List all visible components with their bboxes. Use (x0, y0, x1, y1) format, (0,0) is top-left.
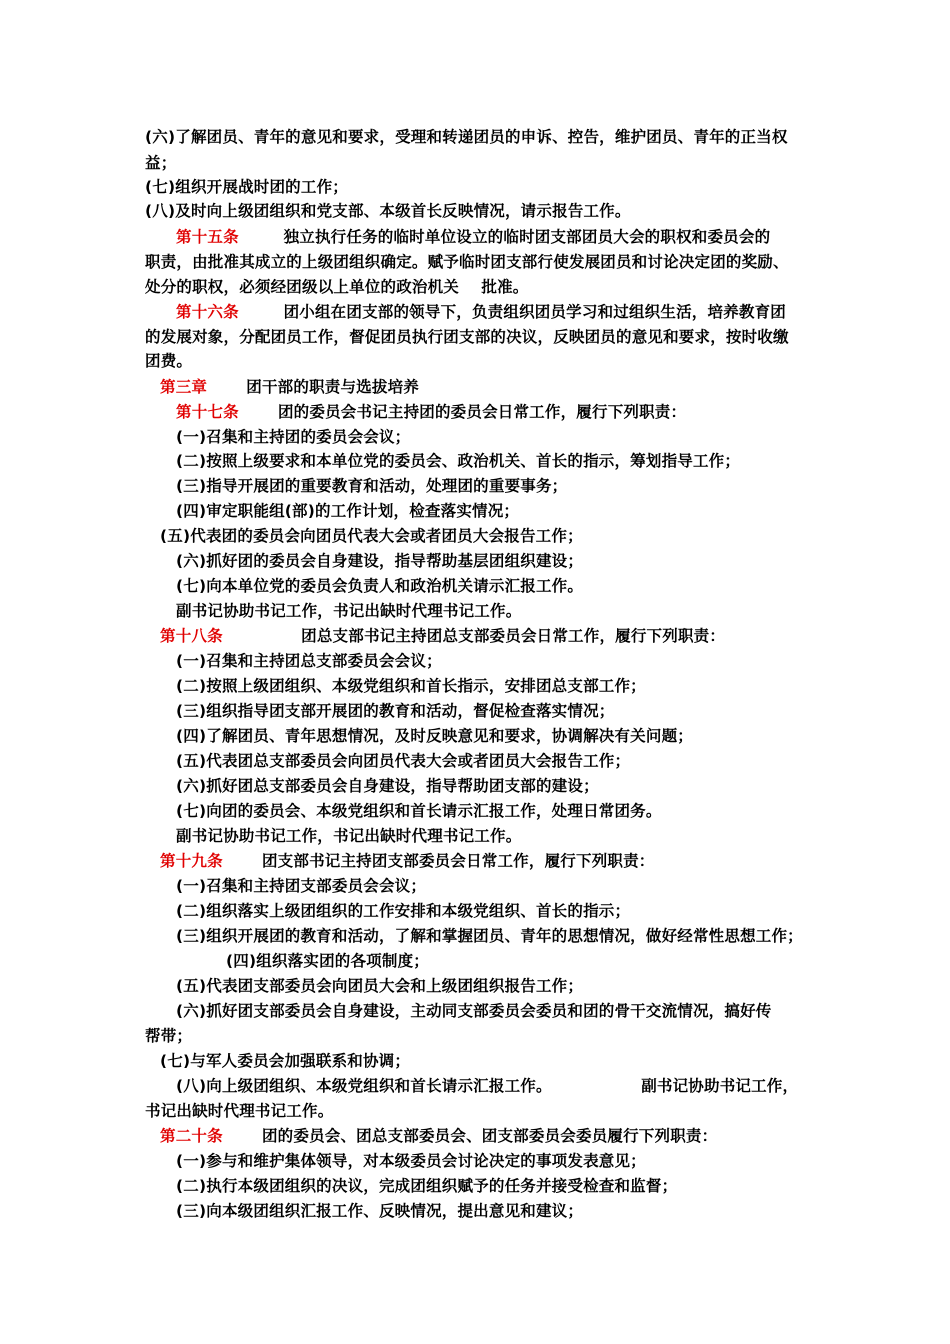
text-line: 帮带； (145, 1027, 193, 1045)
text-line: (四)组织落实团的各项制度； (226, 952, 429, 970)
text-line: 副书记协助书记工作，书记出缺时代理书记工作。 (176, 827, 522, 845)
text-line: (二)组织落实上级团组织的工作安排和本级党组织、首长的指示； (176, 902, 631, 920)
text-line: (八)向上级团组织、本级党组织和首长请示汇报工作。 副书记协助书记工作， (176, 1077, 799, 1095)
text-line: (一)召集和主持团支部委员会会议； (176, 877, 427, 895)
article-19-line: 第十九条 团支部书记主持团支部委员会日常工作，履行下列职责： (160, 852, 655, 870)
article-18-line: 第十八条 团总支部书记主持团总支部委员会日常工作，履行下列职责： (160, 627, 726, 645)
text-line: (二)按照上级团组织、本级党组织和首长指示，安排团总支部工作； (176, 677, 646, 695)
text-line: (七)向团的委员会、本级党组织和首长请示汇报工作，处理日常团务。 (176, 802, 662, 820)
article-heading: 第十八条 (160, 627, 223, 645)
chapter-heading: 第三章 (160, 378, 208, 396)
text-line: (三)向本级团组织汇报工作、反映情况，提出意见和建议； (176, 1202, 584, 1220)
text-line: (六)抓好团支部委员会自身建设，主动同支部委员会委员和团的骨干交流情况，搞好传 (176, 1002, 772, 1020)
text-line: 职责，由批准其成立的上级团组织确定。赋予临时团支部行使发展团员和讨论决定团的奖励、 (145, 253, 789, 271)
text-line: (三)组织指导团支部开展团的教育和活动，督促检查落实情况； (176, 702, 615, 720)
text-line: (七)与军人委员会加强联系和协调； (160, 1052, 411, 1070)
article-heading: 第二十条 (160, 1127, 223, 1145)
article-heading: 第十九条 (160, 852, 223, 870)
text-line: (六)抓好团的委员会自身建设，指导帮助基层团组织建设； (176, 552, 584, 570)
text-line: (三)组织开展团的教育和活动，了解和掌握团员、青年的思想情况，做好经常性思想工作； (176, 927, 803, 945)
article-17-line: 第十七条 团的委员会书记主持团的委员会日常工作，履行下列职责： (176, 403, 687, 421)
text-line: 书记出缺时代理书记工作。 (145, 1102, 334, 1120)
article-heading: 第十六条 (176, 303, 239, 321)
article-15-line: 第十五条 独立执行任务的临时单位设立的临时团支部团员大会的职权和委员会的 (176, 228, 771, 246)
text-line: 的发展对象，分配团员工作，督促团员执行团支部的决议，反映团员的意见和要求，按时收缴 (145, 328, 789, 346)
text-line: (七)组织开展战时团的工作； (145, 178, 348, 196)
text-line: (六)了解团员、青年的意见和要求，受理和转递团员的申诉、控告，维护团员、青年的正当权 (145, 128, 788, 146)
text-line: (八)及时向上级团组织和党支部、本级首长反映情况，请示报告工作。 (145, 202, 631, 220)
text-line: (二)执行本级团组织的决议，完成团组织赋予的任务并接受检查和监督； (176, 1177, 678, 1195)
text-line: (六)抓好团总支部委员会自身建设，指导帮助团支部的建设； (176, 777, 599, 795)
text-line: 团费。 (145, 352, 193, 370)
chapter-3-line: 第三章 团干部的职责与选拔培养 (160, 378, 419, 396)
text-line: (四)审定职能组(部)的工作计划，检查落实情况； (176, 502, 520, 520)
text-line: (五)代表团总支部委员会向团员代表大会或者团员大会报告工作； (176, 752, 631, 770)
text-line: (四)了解团员、青年思想情况，及时反映意见和要求，协调解决有关问题； (176, 727, 693, 745)
article-heading: 第十五条 (176, 228, 239, 246)
text-line: (一)参与和维护集体领导，对本级委员会讨论决定的事项发表意见； (176, 1152, 646, 1170)
text-line: (一)召集和主持团总支部委员会会议； (176, 652, 442, 670)
text-line: (三)指导开展团的重要教育和活动，处理团的重要事务； (176, 477, 568, 495)
text-line: 处分的职权，必须经团级以上单位的政治机关 批准。 (145, 278, 529, 296)
text-line: 益； (145, 154, 177, 172)
article-20-line: 第二十条 团的委员会、团总支部委员会、团支部委员会委员履行下列职责： (160, 1127, 718, 1145)
text-line: 副书记协助书记工作，书记出缺时代理书记工作。 (176, 602, 522, 620)
text-line: (二)按照上级要求和本单位党的委员会、政治机关、首长的指示，筹划指导工作； (176, 452, 741, 470)
text-line: (五)代表团支部委员会向团员大会和上级团组织报告工作； (176, 977, 584, 995)
text-line: (五)代表团的委员会向团员代表大会或者团员大会报告工作； (160, 527, 583, 545)
text-line: (一)召集和主持团的委员会会议； (176, 428, 411, 446)
article-16-line: 第十六条 团小组在团支部的领导下，负责组织团员学习和过组织生活，培养教育团 (176, 303, 786, 321)
article-heading: 第十七条 (176, 403, 239, 421)
text-line: (七)向本单位党的委员会负责人和政治机关请示汇报工作。 (176, 577, 584, 595)
